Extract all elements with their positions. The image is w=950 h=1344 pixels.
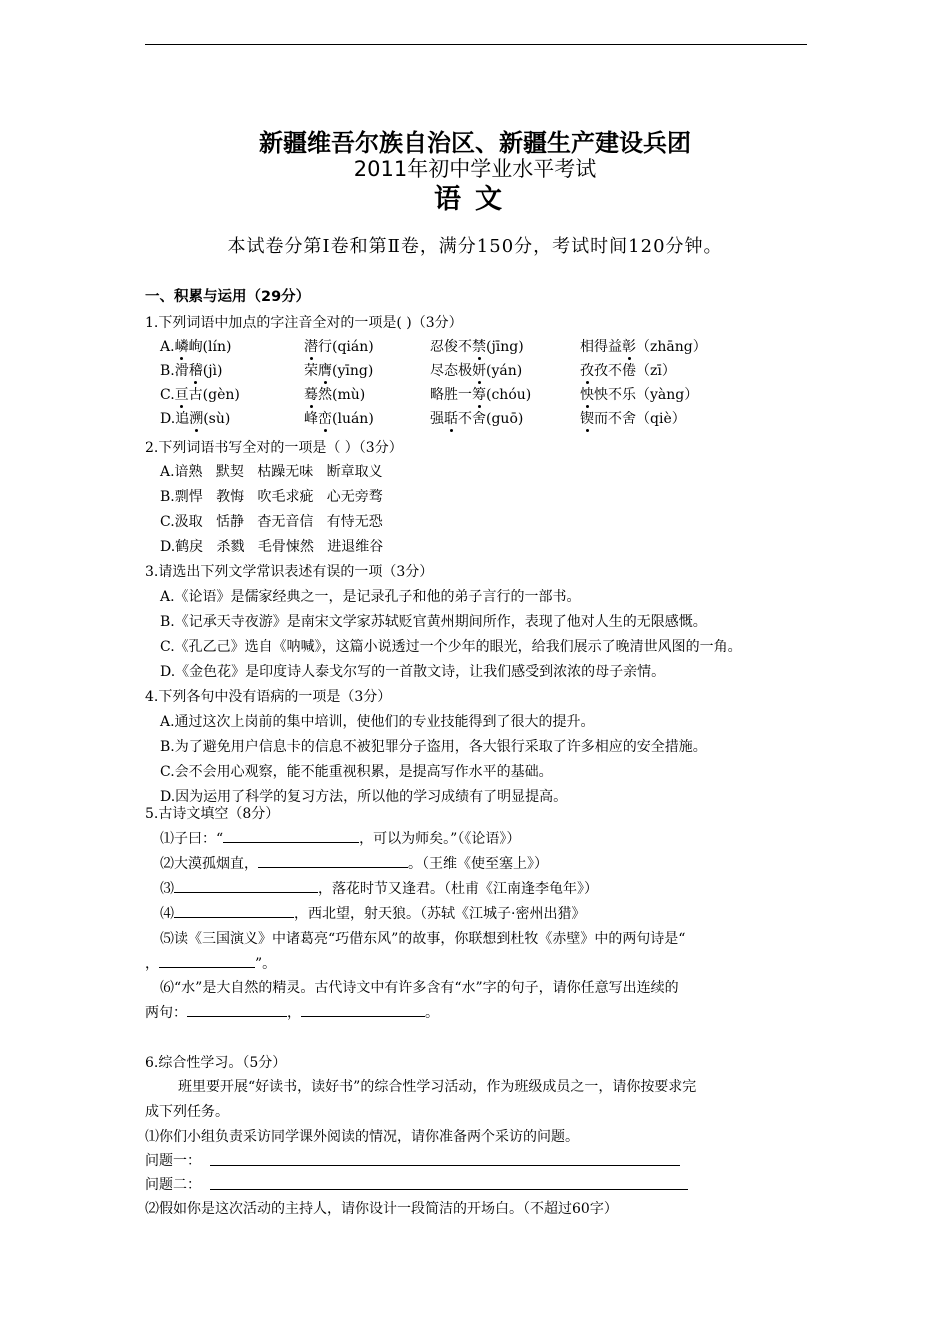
q5-line6b: 两句： ， 。 <box>145 1005 439 1021</box>
q6-sub1: ⑴你们小组负责采访同学课外阅读的情况，请你准备两个采访的问题。 <box>145 1129 579 1145</box>
q4-option-a: A.通过这次上岗前的集中培训，使他们的专业技能得到了很大的提升。 <box>160 714 595 730</box>
q2-option-b: B.剽悍 教悔 吹毛求疵 心无旁骛 <box>160 489 383 505</box>
q5-line2: ⑵大漠孤烟直， 。（王维《使至塞上》） <box>160 856 548 872</box>
q3-option-b: B.《记承天寺夜游》是南宋文学家苏轼贬官黄州期间所作，表现了他对人生的无限感慨。 <box>160 614 707 630</box>
q6-paragraph-2: 成下列任务。 <box>145 1104 229 1120</box>
exam-subject: 语文 <box>434 184 516 215</box>
q5-blank2[interactable] <box>258 854 408 868</box>
q1-option-c: C.亘古(gèn) <box>160 387 240 403</box>
q2-option-c: C.汲取 恬静 杳无音信 有恃无恐 <box>160 514 383 530</box>
q1-option-c2: 蓦然(mù) <box>304 387 366 403</box>
q3-option-d: D.《金色花》是印度诗人泰戈尔写的一首散文诗，让我们感受到浓浓的母子亲情。 <box>160 664 666 680</box>
q1-option-d3: 强聒不舍(guō) <box>430 411 524 427</box>
q5-line3: ⑶ ，落花时节又逢君。（杜甫《江南逢李龟年》） <box>160 881 598 897</box>
q6-sub2: ⑵假如你是这次活动的主持人，请你设计一段简洁的开场白。（不超过60字） <box>145 1201 618 1217</box>
q5-blank3[interactable] <box>174 879 318 893</box>
q1-stem: 1.下列词语中加点的字注音全对的一项是( )（3分） <box>145 315 463 331</box>
q3-option-c: C.《孔乙己》选自《呐喊》，这篇小说透过一个少年的眼光，给我们展示了晚清世风图的一角。 <box>160 639 742 655</box>
q5-line5b: ， ”。 <box>145 956 277 972</box>
q4-option-d: D.因为运用了科学的复习方法，所以他的学习成绩有了明显提高。 <box>160 789 568 805</box>
q5-line6: ⑹“水”是大自然的精灵。古代诗文中有许多含有“水”字的句子，请你任意写出连续的 <box>160 980 679 996</box>
q3-option-a: A.《论语》是儒家经典之一，是记录孔子和他的弟子言行的一部书。 <box>160 589 581 605</box>
q5-blank6[interactable] <box>187 1003 287 1017</box>
q6-question1-label: 问题一： <box>145 1153 201 1169</box>
q5-blank1[interactable] <box>223 829 359 843</box>
q1-option-b: B.滑稽(jì) <box>160 363 223 379</box>
section-heading: 一、积累与运用（29分） <box>145 289 311 305</box>
q2-stem: 2.下列词语书写全对的一项是（ ）（3分） <box>145 440 403 456</box>
q1-option-b3: 尽态极妍(yán) <box>430 363 523 379</box>
exam-title-region: 新疆维吾尔族自治区、新疆生产建设兵团 <box>259 129 691 157</box>
q5-blank4[interactable] <box>174 904 294 918</box>
q1-option-b2: 荣膺(yīng) <box>304 363 374 379</box>
q1-option-d4: 锲而不舍（qiè） <box>580 411 686 427</box>
q1-option-c4: 怏怏不乐（yàng） <box>580 387 699 403</box>
q6-question1-answer-line[interactable] <box>210 1165 680 1166</box>
q5-stem: 5.古诗文填空（8分） <box>145 806 280 822</box>
top-rule <box>145 44 807 45</box>
q1-option-a2: 潜行(qián) <box>304 339 374 355</box>
exam-title-year: 2011年初中学业水平考试 <box>353 157 597 181</box>
q6-question2-label: 问题二： <box>145 1177 201 1193</box>
q5-blank7[interactable] <box>301 1003 425 1017</box>
q4-option-b: B.为了避免用户信息卡的信息不被犯罪分子盗用，各大银行采取了许多相应的安全措施。 <box>160 739 707 755</box>
q5-blank5[interactable] <box>159 954 255 968</box>
q6-stem: 6.综合性学习。（5分） <box>145 1055 287 1071</box>
q5-line4: ⑷ ，西北望，射天狼。（苏轼《江城子·密州出猎》 <box>160 906 586 922</box>
q1-option-d: D.追溯(sù) <box>160 411 231 427</box>
q5-line1: ⑴子曰：“ ，可以为师矣。”（《论语》） <box>160 831 521 847</box>
q6-paragraph-1: 班里要开展“好读书，读好书”的综合性学习活动，作为班级成员之一，请你按要求完 <box>178 1079 697 1095</box>
q2-option-d: D.鹤戾 杀戮 毛骨悚然 进退维谷 <box>160 539 384 555</box>
q1-option-c3: 略胜一筹(chóu) <box>430 387 532 403</box>
q1-option-a3: 忍俊不禁(jīng) <box>430 339 524 355</box>
q1-option-d2: 峰峦(luán) <box>304 411 374 427</box>
q2-option-a: A.谙熟 默契 枯躁无味 断章取义 <box>160 464 383 480</box>
q4-stem: 4.下列各句中没有语病的一项是（3分） <box>145 689 392 705</box>
q1-option-b4: 孜孜不倦（zī） <box>580 363 676 379</box>
q1-option-a4: 相得益彰（zhāng） <box>580 339 707 355</box>
q4-option-c: C.会不会用心观察，能不能重视积累，是提高写作水平的基础。 <box>160 764 553 780</box>
q5-line5: ⑸读《三国演义》中诸葛亮“巧借东风”的故事，你联想到杜牧《赤壁》中的两句诗是“ <box>160 931 686 947</box>
q6-question2-answer-line[interactable] <box>210 1189 688 1190</box>
exam-intro: 本试卷分第Ⅰ卷和第Ⅱ卷，满分150分，考试时间120分钟。 <box>227 236 723 257</box>
q3-stem: 3.请选出下列文学常识表述有误的一项（3分） <box>145 564 434 580</box>
q1-option-a: A.嶙峋(lín) <box>160 339 232 355</box>
